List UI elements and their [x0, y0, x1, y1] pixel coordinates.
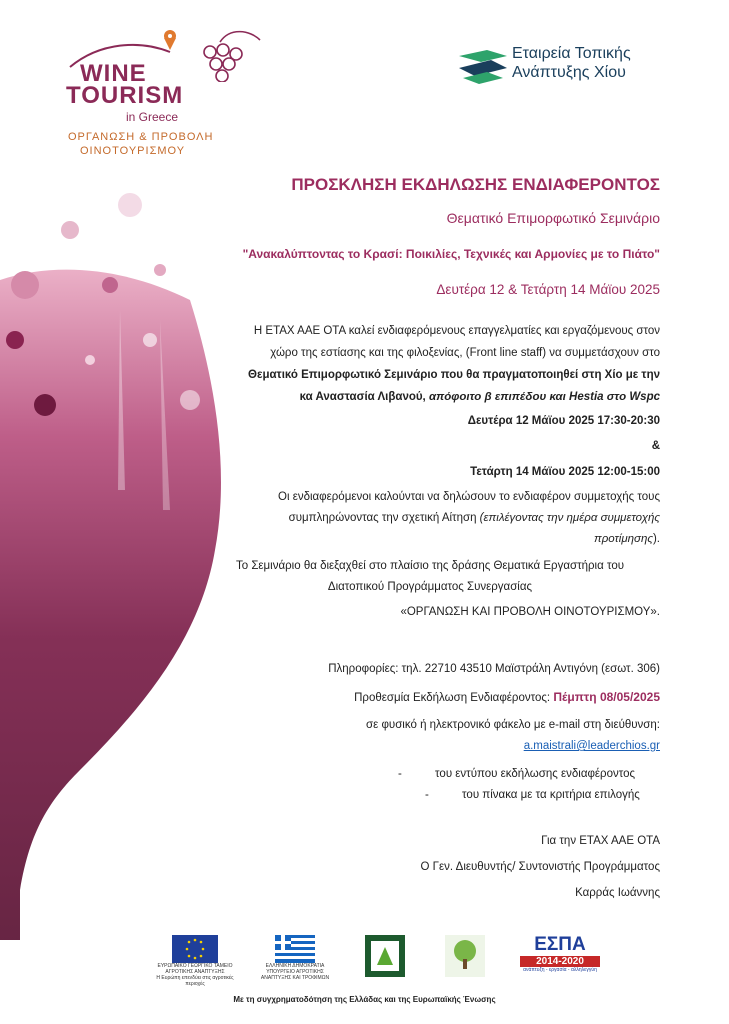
greek-flag-logo [255, 935, 335, 981]
seminar-context-line1: Το Σεμινάριο θα διεξαχθεί στο πλαίσιο της δράσης Θεματικά Εργαστήρια του [235, 560, 625, 572]
interest-line3-note: προτίμησης [593, 533, 653, 545]
interest-paragraph [250, 487, 660, 550]
wine-tourism-org-line1: ΟΡΓΑΝΩΣΗ & ΠΡΟΒΟΛΗ [68, 131, 214, 143]
email-link[interactable]: a.maistrali@leaderchios.gr [523, 740, 660, 752]
interest-line1: Οι ενδιαφερόμενοι καλούνται να δηλώσουν το ενδιαφέρον συμμετοχής τους [278, 491, 660, 503]
deadline-label: Προθεσμία Εκδήλωση Ενδιαφέροντος: [354, 692, 554, 704]
session-2: Τετάρτη 14 Μάϊου 2025 12:00-15:00 [470, 466, 660, 478]
submission-text: σε φυσικό ή ηλεκτρονικό φάκελο με e-mail στη διεύθυνση: [366, 719, 660, 731]
seminar-title: "Ανακαλύπτοντας το Κρασί: Ποικιλίες, Τεχνικές και Αρμονίες με το Πιάτο" [242, 247, 660, 261]
seminar-context [230, 556, 630, 598]
eu-caption-2: Η Ευρώπη επενδύει στις αγροτικές περιοχές [156, 975, 234, 987]
interest-line3 [250, 529, 660, 550]
wine-glass-illustration [0, 190, 260, 940]
leader-icon [365, 935, 405, 977]
gr-caption-2: ΥΠΟΥΡΓΕΙΟ ΑΓΡΟΤΙΚΗΣ ΑΝΑΠΤΥΞΗΣ ΚΑΙ ΤΡΟΦΙΜΩΝ [260, 969, 330, 981]
signature-org: Για την ΕΤΑΧ ΑΑΕ ΟΤΑ [541, 835, 660, 847]
footer-logos [150, 935, 610, 990]
espa-title: ΕΣΠΑ [534, 934, 586, 955]
cofunding-note: Με τη συγχρηματοδότηση της Ελλάδας και της Ευρωπαϊκής Ένωσης [233, 995, 496, 1004]
seminar-context-line2: Διατοπικού Προγράμματος Συνεργασίας [327, 581, 533, 593]
attachment-text: του εντύπου εκδήλωσης ενδιαφέροντος [435, 768, 636, 780]
intro-line1: Η ΕΤΑΧ ΑΑΕ ΟΤΑ καλεί ενδιαφερόμενους επαγγελματίες και εργαζόμενους στον [253, 325, 660, 337]
speaker-name: κα Αναστασία Λιβανού, [299, 391, 426, 403]
interest-line3-end: ). [652, 533, 660, 545]
interest-line2-main: συμπληρώνοντας την σχετική Αίτηση [288, 512, 480, 524]
eu-flag-logo [150, 935, 240, 987]
espa-tag: ανάπτυξη - εργασία - αλληλεγγύη [523, 967, 597, 973]
eu-flag-icon [172, 935, 218, 963]
wine-tourism-logo-line3: in Greece [126, 110, 179, 124]
wine-tourism-logo-line2: TOURISM [66, 82, 184, 109]
intro-line2: χώρο της εστίασης και της φιλοξενίας, (Front line staff) να συμμετάσχουν στο [270, 347, 660, 359]
seminar-dates: Δευτέρα 12 & Τετάρτη 14 Μάϊου 2025 [436, 282, 660, 297]
eu-caption-1: ΕΥΡΩΠΑΪΚΟ ΓΕΩΡΓΙΚΟ ΤΑΜΕΙΟ ΑΓΡΟΤΙΚΗΣ ΑΝΑΠΤΥΞΗΣ [157, 963, 233, 975]
chios-tree-icon [445, 935, 485, 977]
email-row [200, 740, 660, 752]
wine-tourism-logo-org [68, 130, 213, 158]
chios-logo [445, 935, 485, 982]
page-title: ΠΡΟΣΚΛΗΣΗ ΕΚΔΗΛΩΣΗΣ ΕΝΔΙΑΦΕΡΟΝΤΟΣ [291, 175, 660, 194]
attachment-item-1 [398, 768, 635, 780]
page-subtitle: Θεματικό Επιμορφωτικό Σεμινάριο [446, 210, 660, 226]
intro-paragraph [200, 320, 660, 408]
attachment-dash: - [398, 768, 402, 780]
leader-logo [365, 935, 405, 982]
etax-logo [457, 44, 677, 94]
wine-tourism-logo [60, 22, 290, 162]
greek-flag-icon [275, 935, 315, 963]
signature-name: Καρράς Ιωάννης [575, 887, 660, 899]
etax-emblem-icon [457, 46, 509, 86]
wine-tourism-logo-line1: WINE [80, 60, 147, 87]
etax-logo-text [512, 44, 631, 82]
attachment-item-2 [425, 789, 640, 801]
espa-logo [520, 935, 600, 973]
gr-caption-1: ΕΛΛΗΝΙΚΗ ΔΗΜΟΚΡΑΤΙΑ [265, 963, 325, 969]
espa-years: 2014-2020 [520, 956, 600, 967]
wine-tourism-org-line2: ΟΙΝΟΤΟΥΡΙΣΜΟΥ [80, 145, 186, 157]
info-contact: Πληροφορίες: τηλ. 22710 43510 Μαϊστράλη Αντιγόνη (εσωτ. 306) [328, 663, 660, 675]
intro-line4 [200, 386, 660, 408]
session-1: Δευτέρα 12 Μάϊου 2025 17:30-20:30 [467, 415, 660, 427]
session-ampersand: & [651, 440, 660, 452]
etax-logo-line1: Εταιρεία Τοπικής [512, 45, 631, 62]
attachment-text: του πίνακα με τα κριτήρια επιλογής [462, 789, 640, 801]
etax-logo-line2: Ανάπτυξης Χίου [512, 64, 626, 81]
signature-role: Ο Γεν. Διευθυντής/ Συντονιστής Προγράμματος [420, 861, 660, 873]
deadline-value: Πέμπτη 08/05/2025 [553, 690, 660, 704]
intro-line3: Θεματικό Επιμορφωτικό Σεμινάριο που θα πραγματοποιηθεί στη Χίο με την [248, 369, 660, 381]
interest-line2-note: (επιλέγοντας την ημέρα συμμετοχής [479, 512, 660, 524]
program-name: «ΟΡΓΑΝΩΣΗ ΚΑΙ ΠΡΟΒΟΛΗ ΟΙΝΟΤΟΥΡΙΣΜΟΥ». [400, 606, 660, 618]
speaker-credentials: απόφοιτο β επιπέδου και Hestia στο Wspc [425, 391, 660, 403]
attachment-dash: - [425, 789, 429, 801]
interest-line2 [250, 508, 660, 529]
deadline [200, 690, 660, 704]
